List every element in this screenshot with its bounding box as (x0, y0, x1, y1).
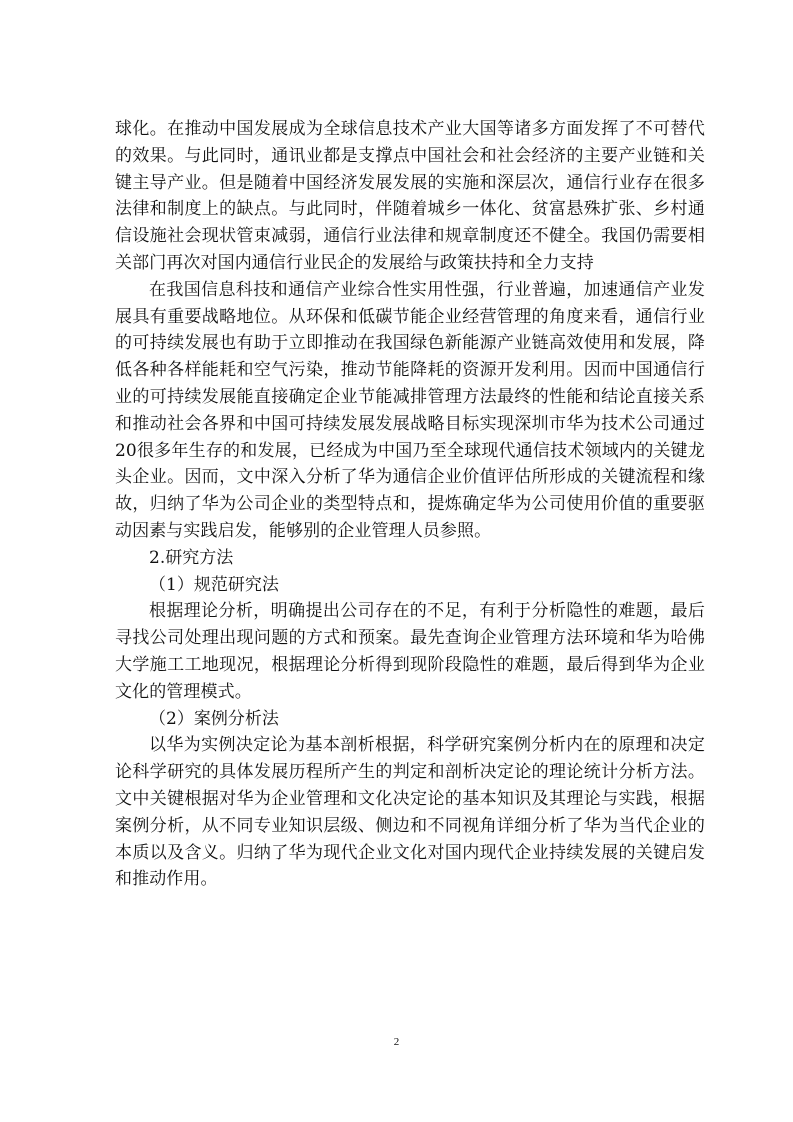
paragraph-globalization: 球化。在推动中国发展成为全球信息技术产业大国等诸多方面发挥了不可替代的效果。与此同时，通讯业都是支撑点中国社会和社会经济的主要产业链和关键主导产业。但是随着中国经济发展发展的实施和深层次，通信行业存在很多法律和制度上的缺点。与此同时，伴随着城乡一体化、贫富悬殊扩张、乡村通信设施社会现状管束减弱，通信行业法律和规章制度还不健全。我国仍需要相关部门再次对国内通信行业民企的发展给与政策扶持和全力支持 (115, 119, 705, 273)
paragraph-normative-research: 根据理论分析，明确提出公司存在的不足，有利于分析隐性的难题，最后寻找公司处理出现问题的方式和预案。最先查询企业管理方法环境和华为哈佛大学施工工地现况，根据理论分析得到现阶段隐性的难题，最后得到华为企业文化的管理模式。 (115, 601, 705, 702)
paragraph-telecom-industry: 在我国信息科技和通信产业综合性实用性强，行业普遍，加速通信产业发展具有重要战略地位。从环保和低碳节能企业经营管理的角度来看，通信行业的可持续发展也有助于立即推动在我国绿色新能源产业链高效使用和发展，降低各种各样能耗和空气污染，推动节能降耗的资源开发利用。因而中国通信行业的可持续发展能直接确定企业节能减排管理方法最终的性能和结论直接关系和推动社会各界和中国可持续发展发展战略目标实现深圳市华为技术公司通过20很多年生存的和发展，已经成为中国乃至全球现代通信技术领域内的关键龙头企业。因而，文中深入分析了华为通信企业价值评估所形成的关键流程和缘故，归纳了华为公司企业的类型特点和，提炼确定华为公司使用价值的重要驱动因素与实践启发，能够别的企业管理人员参照。 (115, 279, 705, 541)
section-heading-research-methods: 2.研究方法 (149, 547, 234, 568)
page-body (115, 116, 705, 893)
paragraph-case-analysis: 以华为实例决定论为基本剖析根据，科学研究案例分析内在的原理和决定论科学研究的具体发展历程所产生的判定和剖析决定论的理论统计分析方法。文中关键根据对华为企业管理和文化决定论的基本知识及其理论与实践，根据案例分析，从不同专业知识层级、侧边和不同视角详细分析了华为当代企业的本质以及含义。归纳了华为现代企业文化对国内现代企业持续发展的关键启发和推动作用。 (115, 735, 705, 890)
subheading-case-analysis: （2）案例分析法 (149, 708, 279, 729)
page-number: 2 (393, 1036, 400, 1048)
subheading-normative-research: （1）规范研究法 (149, 574, 279, 595)
